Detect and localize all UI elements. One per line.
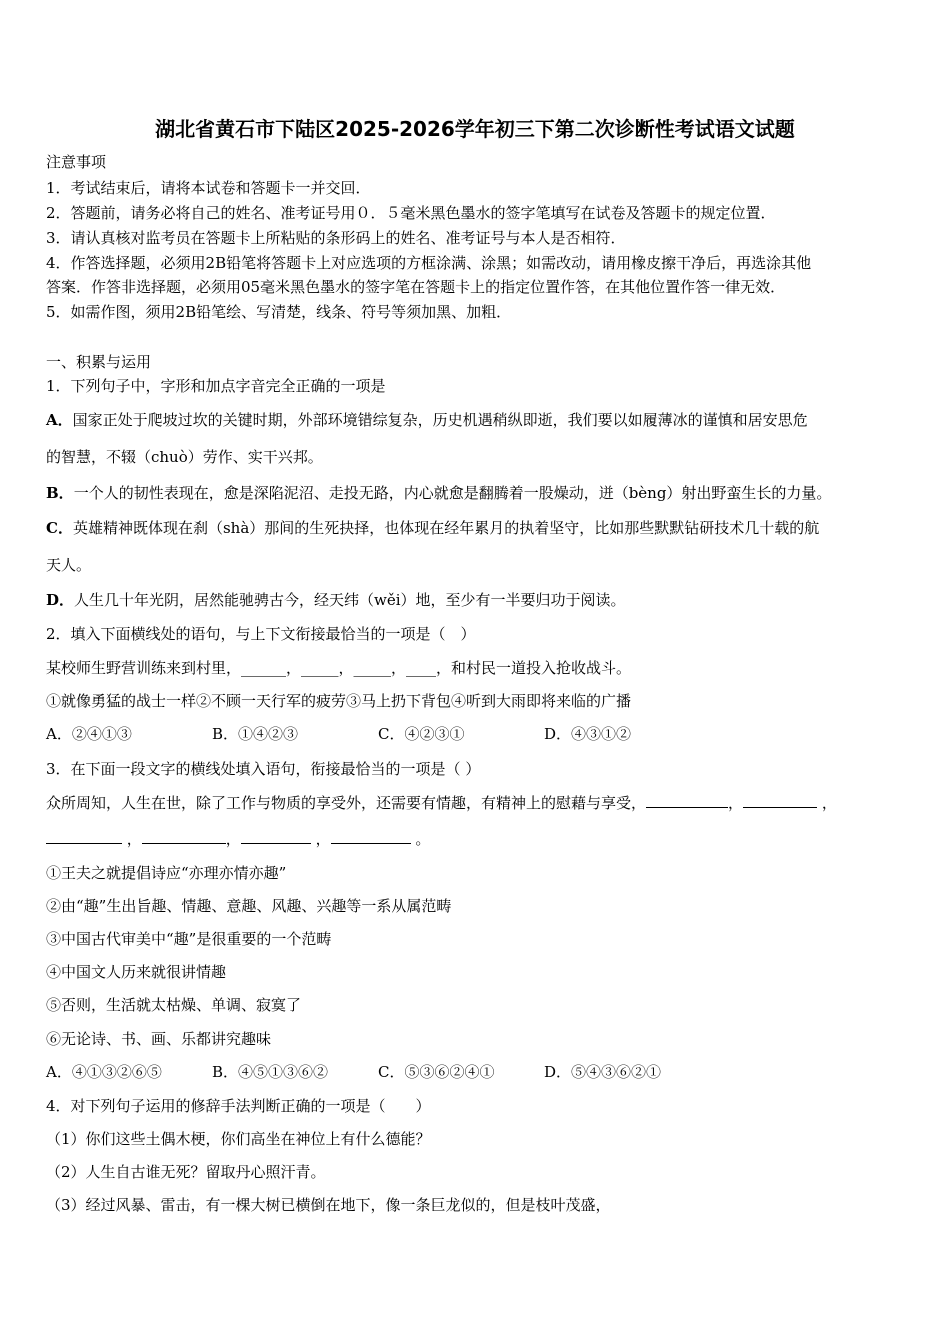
question-2-items: ①就像勇猛的战士一样②不顾一天行军的疲劳③马上扔下背包④听到大雨即将来临的广播 <box>46 692 632 710</box>
choice-d[interactable]: D．⑤④③⑥②① <box>544 1063 662 1081</box>
question-4-stem: 4．对下列句子运用的修辞手法判断正确的一项是（ ） <box>46 1097 431 1115</box>
question-3-stem: 3．在下面一段文字的横线处填入语句，衔接最恰当的一项是（ ） <box>46 760 481 778</box>
notice-heading: 注意事项 <box>46 153 107 171</box>
question-3-item: ③中国古代审美中“趣”是很重要的一个范畴 <box>46 930 332 948</box>
notice-item: 答案．作答非选择题，必须用05毫米黑色墨水的签字笔在答题卡上的指定位置作答，在其他位置作答一律无效． <box>46 278 786 296</box>
question-3-item: ①王夫之就提倡诗应“亦理亦情亦趣” <box>46 864 287 882</box>
notice-item: 3．请认真核对监考员在答题卡上所粘贴的条形码上的姓名、准考证号与本人是否相符． <box>46 229 626 247</box>
question-1-option-d: D．人生几十年光阴，居然能驰骋古今，经天纬（wěi）地，至少有一半要归功于阅读。 <box>46 591 626 609</box>
section-heading: 一、积累与运用 <box>46 353 152 371</box>
blank-line <box>142 829 226 844</box>
page-title: 湖北省黄石市下陆区2025-2026学年初三下第二次诊断性考试语文试题 <box>155 117 795 141</box>
question-3-item: ④中国文人历来就很讲情趣 <box>46 963 227 981</box>
question-3-item: ⑤否则，生活就太枯燥、单调、寂寞了 <box>46 996 302 1014</box>
blank-line <box>46 829 122 844</box>
question-1-stem: 1．下列句子中，字形和加点字音完全正确的一项是 <box>46 377 386 395</box>
choice-c[interactable]: C．④②③① <box>378 725 465 743</box>
notice-item: 1．考试结束后，请将本试卷和答题卡一并交回． <box>46 179 371 197</box>
choice-a[interactable]: A．④①③②⑥⑤ <box>46 1063 162 1081</box>
notice-item: 4．作答选择题，必须用2B铅笔将答题卡上对应选项的方框涂满、涂黑；如需改动，请用橡皮擦干净后，再选涂其他 <box>46 254 812 272</box>
question-4-item: （3）经过风暴、雷击，有一棵大树已横倒在地下，像一条巨龙似的，但是枝叶茂盛， <box>46 1196 611 1214</box>
question-1-option-c-cont: 天人。 <box>46 556 92 574</box>
question-2-stem: 2．填入下面横线处的语句，与上下文衔接最恰当的一项是（ ） <box>46 625 476 643</box>
question-1-option-b: B．一个人的韧性表现在，愈是深陷泥沼、走投无路，内心就愈是翻腾着一股燥动，迸（bèng）射出野蛮生长的力量。 <box>46 484 832 502</box>
question-3-text: 众所周知，人生在世，除了工作与物质的享受外，还需要有情趣，有精神上的慰藉与享受， ， ， <box>46 794 837 812</box>
blank-line <box>646 793 728 808</box>
question-1-option-a: A．国家正处于爬坡过坎的关键时期，外部环境错综复杂，历史机遇稍纵即逝，我们要以如履薄冰的谨慎和居安思危 <box>46 411 808 429</box>
question-4-item: （2）人生自古谁无死？留取丹心照汗青。 <box>46 1163 326 1181</box>
question-2-text: 某校师生野营训练来到村里，______，_____，_____，____，和村民一道投入抢收战斗。 <box>46 659 632 677</box>
question-2-choices <box>46 724 710 744</box>
notice-item: 5．如需作图，须用2B铅笔绘、写清楚，线条、符号等须加黑、加粗． <box>46 303 512 321</box>
choice-b[interactable]: B．①④②③ <box>212 725 299 743</box>
question-3-item: ②由“趣”生出旨趣、情趣、意趣、风趣、兴趣等一系从属范畴 <box>46 897 452 915</box>
question-3-item: ⑥无论诗、书、画、乐都讲究趣味 <box>46 1030 272 1048</box>
choice-c[interactable]: C．⑤③⑥②④① <box>378 1063 495 1081</box>
question-1-option-a-cont: 的智慧，不辍（chuò）劳作、实干兴邦。 <box>46 448 323 466</box>
question-1-option-c: C．英雄精神既体现在刹（shà）那间的生死抉择，也体现在经年累月的执着坚守，比如那些默默钻研技术几十载的航 <box>46 519 820 537</box>
blank-line <box>331 829 411 844</box>
question-3-choices <box>46 1062 710 1082</box>
choice-a[interactable]: A．②④①③ <box>46 725 132 743</box>
question-3-text-cont: ， ， ， 。 <box>46 829 430 849</box>
choice-d[interactable]: D．④③①② <box>544 725 632 743</box>
blank-line <box>241 829 311 844</box>
question-4-item: （1）你们这些土偶木梗，你们高坐在神位上有什么德能？ <box>46 1130 431 1148</box>
choice-b[interactable]: B．④⑤①③⑥② <box>212 1063 329 1081</box>
blank-line <box>743 793 817 808</box>
notice-item: 2．答题前，请务必将自己的姓名、准考证号用０．５毫米黑色墨水的签字笔填写在试卷及答题卡的规定位置． <box>46 204 776 222</box>
